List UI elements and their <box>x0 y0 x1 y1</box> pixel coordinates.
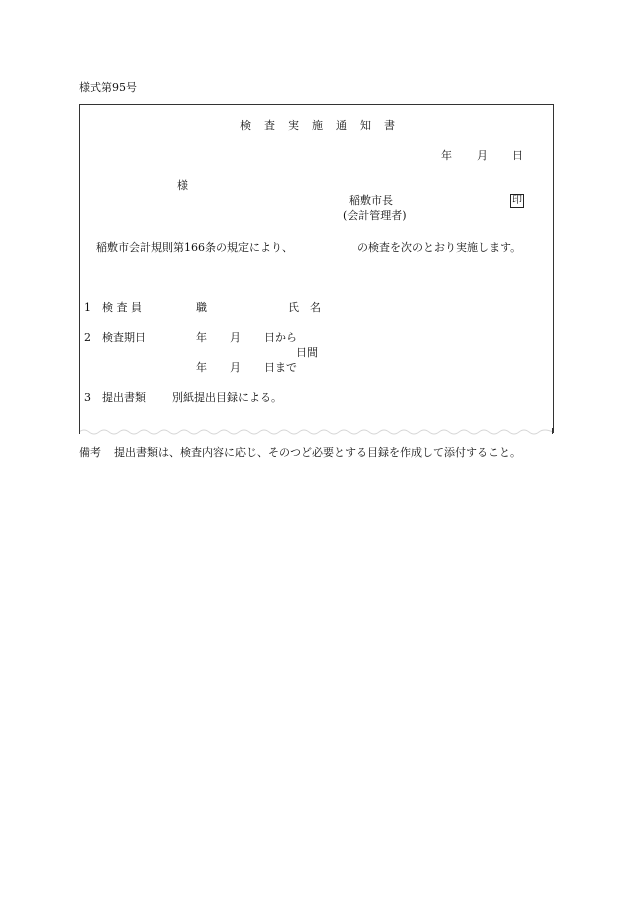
date-year: 年 <box>441 149 452 162</box>
end-day: 日まで <box>264 361 297 374</box>
date-month: 月 <box>477 149 488 162</box>
start-year: 年 <box>196 331 207 344</box>
end-year: 年 <box>196 361 207 374</box>
issuer-role: (会計管理者) <box>343 209 407 222</box>
item-number: 1 <box>84 301 91 314</box>
title-char: 査 <box>264 119 275 132</box>
item-number: 2 <box>84 331 91 344</box>
end-month: 月 <box>230 361 241 374</box>
title-char: 施 <box>312 119 323 132</box>
seal-stamp: 印 <box>512 195 522 206</box>
start-day: 日から <box>264 331 297 344</box>
name-label: 氏 名 <box>288 301 321 314</box>
title-char: 知 <box>360 119 371 132</box>
addressee-suffix: 様 <box>177 179 188 192</box>
period-label: 検査期日 <box>102 331 146 344</box>
body-lead: 稲敷市会計規則第166条の規定により、 <box>96 241 293 254</box>
position-label: 職 <box>196 301 207 314</box>
documents-value: 別紙提出目録による。 <box>172 391 282 404</box>
title-char: 通 <box>336 119 347 132</box>
title-char: 検 <box>240 119 251 132</box>
duration-days: 日間 <box>296 346 318 359</box>
item-number: 3 <box>84 391 91 404</box>
title-char: 書 <box>384 119 395 132</box>
remarks-text: 提出書類は、検査内容に応じ、そのつど必要とする目録を作成して添付すること。 <box>114 446 521 459</box>
documents-label: 提出書類 <box>102 391 146 404</box>
issuer-name: 稲敷市長 <box>349 194 393 207</box>
start-month: 月 <box>230 331 241 344</box>
torn-edge <box>79 428 554 438</box>
remarks-label: 備考 <box>79 446 101 459</box>
title-char: 実 <box>288 119 299 132</box>
inspector-label: 検 査 員 <box>102 301 142 314</box>
date-day: 日 <box>512 149 523 162</box>
form-number: 様式第95号 <box>79 81 137 94</box>
body-tail: の検査を次のとおり実施します。 <box>357 241 522 254</box>
